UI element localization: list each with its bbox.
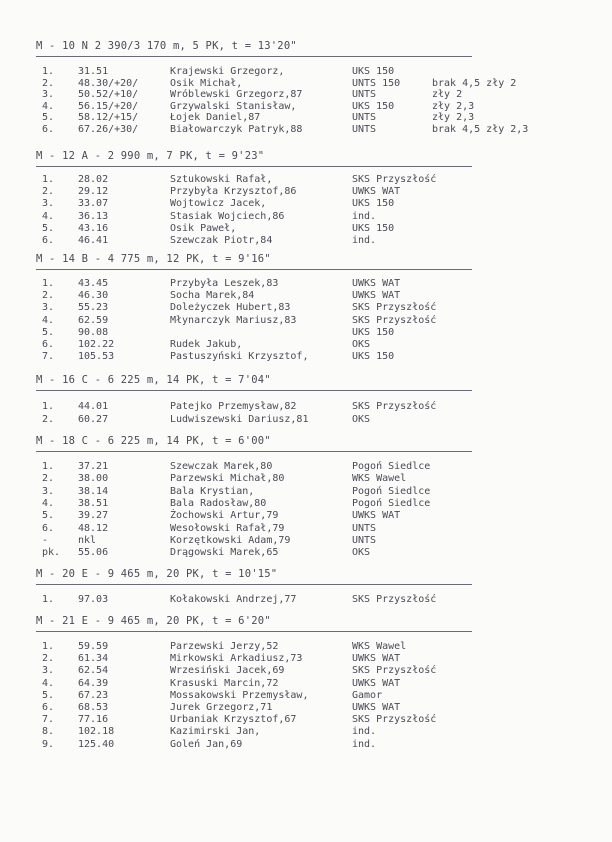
- category-header: M - 18 C - 6 225 m, 14 PK, t = 6'00": [36, 435, 271, 447]
- category-header: M - 14 B - 4 775 m, 12 PK, t = 9'16": [36, 253, 271, 265]
- time-cell: 50.52/+10/: [78, 89, 139, 101]
- competitor-name: Bala Radosław,80: [170, 497, 267, 509]
- club-cell: SKS Przyszłość: [352, 174, 437, 185]
- time-cell: 68.53: [78, 702, 109, 713]
- time-cell: 38.51: [78, 497, 109, 509]
- time-cell: 38.00: [78, 473, 109, 485]
- competitor-name: Sztukowski Rafał,: [170, 174, 273, 185]
- competitor-name: Ludwiszewski Dariusz,81: [170, 413, 309, 425]
- result-row: [0, 739, 612, 750]
- club-cell: UWKS WAT: [352, 653, 401, 665]
- place-cell: 1.: [42, 641, 55, 652]
- place-cell: 5.: [42, 510, 55, 522]
- club-cell: Pogoń Siedlce: [352, 497, 431, 509]
- club-cell: UNTS: [352, 534, 377, 546]
- header-underline: [36, 390, 472, 391]
- result-row: [0, 653, 612, 664]
- club-cell: ind.: [352, 235, 377, 246]
- result-row: [0, 510, 612, 521]
- result-row: [0, 89, 612, 100]
- result-row: [0, 315, 612, 326]
- time-cell: nkl: [78, 534, 97, 546]
- time-cell: 62.54: [78, 665, 109, 677]
- competitor-name: Pastuszyński Krzysztof,: [170, 351, 309, 363]
- club-cell: UKS 150: [352, 66, 395, 77]
- club-cell: UKS 150: [352, 198, 395, 210]
- place-cell: 1.: [42, 401, 55, 412]
- competitor-name: Drągowski Marek,65: [170, 547, 279, 559]
- club-cell: Pogoń Siedlce: [352, 461, 431, 472]
- result-row: [0, 124, 612, 135]
- club-cell: SKS Przyszłość: [352, 665, 437, 677]
- competitor-name: Kazimirski Jan,: [170, 726, 261, 738]
- result-row: [0, 473, 612, 484]
- time-cell: 61.34: [78, 653, 109, 665]
- competitor-name: Kołakowski Andrzej,77: [170, 594, 297, 605]
- club-cell: WKS Wawel: [352, 641, 407, 652]
- club-cell: UKS 150: [352, 351, 395, 363]
- time-cell: 29.12: [78, 186, 109, 198]
- competitor-name: Goleń Jan,69: [170, 738, 243, 750]
- time-cell: 46.41: [78, 235, 109, 246]
- result-row: [0, 641, 612, 652]
- competitor-name: Mossakowski Przemysław,: [170, 689, 309, 701]
- club-cell: UNTS: [352, 89, 377, 101]
- competitor-name: Białowarczyk Patryk,88: [170, 124, 303, 135]
- competitor-name: Łojek Daniel,87: [170, 112, 261, 124]
- club-cell: OKS: [352, 547, 371, 559]
- competitor-name: Socha Marek,84: [170, 290, 255, 302]
- club-cell: UKS 150: [352, 222, 395, 234]
- time-cell: 67.23: [78, 689, 109, 701]
- place-cell: 3.: [42, 302, 55, 314]
- place-cell: 6.: [42, 124, 55, 135]
- club-cell: WKS Wawel: [352, 473, 407, 485]
- result-row: [0, 461, 612, 472]
- club-cell: ind.: [352, 738, 377, 750]
- competitor-name: Szewczak Marek,80: [170, 461, 273, 472]
- competitor-name: Bala Krystian,: [170, 485, 255, 497]
- result-row: [0, 235, 612, 246]
- remark-cell: zły 2: [432, 89, 463, 101]
- club-cell: UWKS WAT: [352, 186, 401, 198]
- competitor-name: Młynarczyk Mariusz,83: [170, 314, 297, 326]
- club-cell: ind.: [352, 726, 377, 738]
- category-header: M - 16 C - 6 225 m, 14 PK, t = 7'04": [36, 374, 271, 386]
- club-cell: OKS: [352, 413, 371, 425]
- time-cell: 62.59: [78, 314, 109, 326]
- result-row: [0, 211, 612, 222]
- competitor-name: Mirkowski Arkadiusz,73: [170, 653, 303, 665]
- place-cell: 2.: [42, 77, 55, 89]
- time-cell: 59.59: [78, 641, 109, 652]
- place-cell: 7.: [42, 351, 55, 363]
- result-row: [0, 594, 612, 605]
- place-cell: 1.: [42, 594, 55, 605]
- place-cell: 1.: [42, 66, 55, 77]
- time-cell: 77.16: [78, 714, 109, 726]
- time-cell: 46.30: [78, 290, 109, 302]
- result-row: [0, 78, 612, 89]
- header-underline: [36, 166, 472, 167]
- remark-cell: brak 4,5 zły 2: [432, 77, 517, 89]
- place-cell: pk.: [42, 547, 61, 559]
- time-cell: 56.15/+20/: [78, 100, 139, 112]
- place-cell: 1.: [42, 174, 55, 185]
- club-cell: SKS Przyszłość: [352, 594, 437, 605]
- competitor-name: Osik Paweł,: [170, 222, 237, 234]
- competitor-name: Wojtowicz Jacek,: [170, 198, 267, 210]
- time-cell: 37.21: [78, 461, 109, 472]
- place-cell: 2.: [42, 653, 55, 665]
- result-row: [0, 198, 612, 209]
- competitor-name: Krajewski Grzegorz,: [170, 66, 285, 77]
- club-cell: SKS Przyszłość: [352, 401, 437, 412]
- club-cell: SKS Przyszłość: [352, 314, 437, 326]
- result-row: [0, 702, 612, 713]
- time-cell: 33.07: [78, 198, 109, 210]
- time-cell: 55.23: [78, 302, 109, 314]
- time-cell: 64.39: [78, 677, 109, 689]
- place-cell: 3.: [42, 198, 55, 210]
- time-cell: 102.18: [78, 726, 115, 738]
- time-cell: 43.16: [78, 222, 109, 234]
- competitor-name: Patejko Przemysław,82: [170, 401, 297, 412]
- result-row: [0, 414, 612, 425]
- result-row: [0, 101, 612, 112]
- time-cell: 58.12/+15/: [78, 112, 139, 124]
- result-row: [0, 486, 612, 497]
- time-cell: 97.03: [78, 594, 109, 605]
- club-cell: Pogoń Siedlce: [352, 485, 431, 497]
- competitor-name: Przybyła Krzysztof,86: [170, 186, 297, 198]
- place-cell: 4.: [42, 497, 55, 509]
- competitor-name: Korzętkowski Adam,79: [170, 534, 291, 546]
- time-cell: 48.30/+20/: [78, 77, 139, 89]
- result-row: [0, 327, 612, 338]
- result-row: [0, 690, 612, 701]
- club-cell: UNTS: [352, 522, 377, 534]
- place-cell: 4.: [42, 210, 55, 222]
- header-underline: [36, 269, 472, 270]
- result-row: [0, 523, 612, 534]
- club-cell: OKS: [352, 339, 371, 350]
- competitor-name: Grzywalski Stanisław,: [170, 100, 297, 112]
- competitor-name: Przybyła Leszek,83: [170, 278, 279, 289]
- club-cell: UNTS 150: [352, 77, 401, 89]
- place-cell: 4.: [42, 100, 55, 112]
- place-cell: 4.: [42, 314, 55, 326]
- result-row: [0, 547, 612, 558]
- time-cell: 55.06: [78, 547, 109, 559]
- time-cell: 28.02: [78, 174, 109, 185]
- place-cell: 5.: [42, 222, 55, 234]
- time-cell: 31.51: [78, 66, 109, 77]
- place-cell: 1.: [42, 461, 55, 472]
- category-header: M - 10 N 2 390/3 170 m, 5 PK, t = 13'20": [36, 40, 297, 52]
- time-cell: 44.01: [78, 401, 109, 412]
- competitor-name: Parzewski Jerzy,52: [170, 641, 279, 652]
- competitor-name: Szewczak Piotr,84: [170, 235, 273, 246]
- club-cell: UWKS WAT: [352, 278, 401, 289]
- competitor-name: Wrzesiński Jacek,69: [170, 665, 285, 677]
- place-cell: 1.: [42, 278, 55, 289]
- place-cell: 3.: [42, 485, 55, 497]
- place-cell: 2.: [42, 186, 55, 198]
- place-cell: 3.: [42, 665, 55, 677]
- place-cell: 3.: [42, 89, 55, 101]
- club-cell: ind.: [352, 210, 377, 222]
- place-cell: 6.: [42, 522, 55, 534]
- club-cell: UNTS: [352, 112, 377, 124]
- time-cell: 43.45: [78, 278, 109, 289]
- club-cell: UWKS WAT: [352, 290, 401, 302]
- place-cell: 2.: [42, 290, 55, 302]
- place-cell: 6.: [42, 235, 55, 246]
- club-cell: Gamor: [352, 689, 383, 701]
- result-row: [0, 401, 612, 412]
- place-cell: 5.: [42, 112, 55, 124]
- remark-cell: zły 2,3: [432, 100, 475, 112]
- time-cell: 36.13: [78, 210, 109, 222]
- competitor-name: Jurek Grzegorz,71: [170, 702, 273, 713]
- time-cell: 67.26/+30/: [78, 124, 139, 135]
- competitor-name: Osik Michał,: [170, 77, 243, 89]
- result-row: [0, 174, 612, 185]
- place-cell: 6.: [42, 702, 55, 713]
- competitor-name: Rudek Jakub,: [170, 339, 243, 350]
- competitor-name: Doleżyczek Hubert,83: [170, 302, 291, 314]
- competitor-name: Krasuski Marcin,72: [170, 677, 279, 689]
- result-row: [0, 66, 612, 77]
- time-cell: 39.27: [78, 510, 109, 522]
- header-underline: [36, 451, 472, 452]
- club-cell: UWKS WAT: [352, 702, 401, 713]
- club-cell: SKS Przyszłość: [352, 714, 437, 726]
- club-cell: UWKS WAT: [352, 510, 401, 522]
- place-cell: -: [42, 534, 49, 546]
- result-row: [0, 278, 612, 289]
- result-row: [0, 498, 612, 509]
- place-cell: 6.: [42, 339, 55, 350]
- header-underline: [36, 631, 472, 632]
- result-row: [0, 665, 612, 676]
- result-row: [0, 678, 612, 689]
- competitor-name: Wesołowski Rafał,79: [170, 522, 285, 534]
- category-header: M - 12 A - 2 990 m, 7 PK, t = 9'23": [36, 150, 265, 162]
- result-row: [0, 726, 612, 737]
- category-header: M - 21 E - 9 465 m, 20 PK, t = 6'20": [36, 615, 271, 627]
- competitor-name: Żochowski Artur,79: [170, 510, 279, 522]
- competitor-name: Urbaniak Krzysztof,67: [170, 714, 297, 726]
- time-cell: 125.40: [78, 738, 115, 750]
- result-row: [0, 223, 612, 234]
- place-cell: 5.: [42, 689, 55, 701]
- club-cell: UWKS WAT: [352, 677, 401, 689]
- result-row: [0, 351, 612, 362]
- place-cell: 5.: [42, 326, 55, 338]
- remark-cell: brak 4,5 zły 2,3: [432, 124, 529, 135]
- time-cell: 60.27: [78, 413, 109, 425]
- club-cell: UKS 150: [352, 100, 395, 112]
- category-header: M - 20 E - 9 465 m, 20 PK, t = 10'15": [36, 568, 278, 580]
- club-cell: UNTS: [352, 124, 377, 135]
- time-cell: 38.14: [78, 485, 109, 497]
- competitor-name: Stasiak Wojciech,86: [170, 210, 285, 222]
- time-cell: 90.08: [78, 326, 109, 338]
- place-cell: 7.: [42, 714, 55, 726]
- place-cell: 2.: [42, 413, 55, 425]
- header-underline: [36, 56, 472, 57]
- result-row: [0, 112, 612, 123]
- time-cell: 102.22: [78, 339, 115, 350]
- place-cell: 2.: [42, 473, 55, 485]
- result-row: [0, 339, 612, 350]
- time-cell: 48.12: [78, 522, 109, 534]
- place-cell: 8.: [42, 726, 55, 738]
- result-row: [0, 302, 612, 313]
- result-row: [0, 186, 612, 197]
- result-row: [0, 290, 612, 301]
- place-cell: 9.: [42, 738, 55, 750]
- result-row: [0, 535, 612, 546]
- competitor-name: Wróblewski Grzegorz,87: [170, 89, 303, 101]
- place-cell: 4.: [42, 677, 55, 689]
- time-cell: 105.53: [78, 351, 115, 363]
- header-underline: [36, 584, 472, 585]
- remark-cell: zły 2,3: [432, 112, 475, 124]
- competitor-name: Parzewski Michał,80: [170, 473, 285, 485]
- club-cell: SKS Przyszłość: [352, 302, 437, 314]
- club-cell: UKS 150: [352, 326, 395, 338]
- result-row: [0, 714, 612, 725]
